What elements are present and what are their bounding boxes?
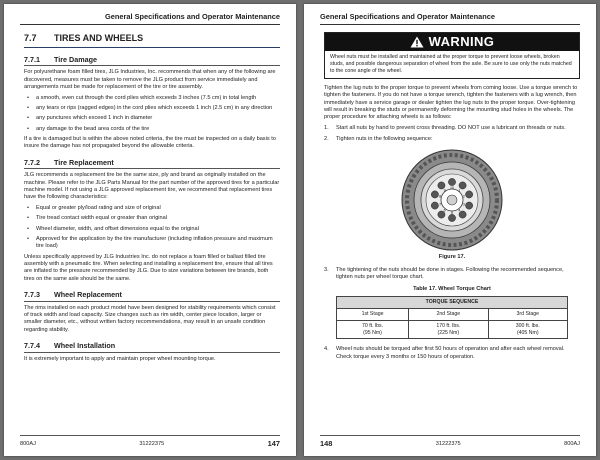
subsection-heading-tire-damage <box>24 55 280 67</box>
page-header: General Specifications and Operator Maintenance <box>20 12 280 25</box>
torque-nm: (95 Nm) <box>363 329 382 336</box>
warning-triangle-icon <box>410 36 424 48</box>
figure-caption: Figure 17. <box>438 253 466 260</box>
sequence-label: 5 <box>451 210 453 215</box>
right-content <box>324 30 580 365</box>
lug-nut <box>448 178 455 185</box>
table-header: TORQUE SEQUENCE <box>337 297 568 309</box>
page-number: 148 <box>320 439 333 448</box>
bullet-list <box>24 205 280 251</box>
subsection-number: 7.7.4 <box>24 341 40 351</box>
step-text: Start all nuts by hand to prevent cross threading. DO NOT use a lubricant on threads or nuts. <box>336 124 566 131</box>
steps-list <box>324 267 580 282</box>
page-footer <box>20 435 280 448</box>
step-text: Wheel nuts should be torqued after first 50 hours of operation and after each wheel removal. Check torque every 3 months or 150 hours of operation. <box>336 346 565 360</box>
lug-nut <box>448 214 455 221</box>
sequence-label: 2 <box>462 194 465 199</box>
steps-list <box>324 125 580 144</box>
paragraph: Tighten the lug nuts to the proper torque to prevent wheels from coming loose. Use a torque wrench to tighten the fasteners. If you do not have a torque wrench, tighten the fasteners with a lug wrench, then immediately have a service garage or dealer tighten the lug nuts to the proper torque. Over-tightening will result in breaking the studs or permanently deforming the mounting stud holes in the wheels. The proper procedure for attaching wheels is as follows: <box>324 84 578 121</box>
wheel-torque-table <box>336 296 568 339</box>
sequence-label: 1 <box>458 187 461 192</box>
paragraph: It is extremely important to apply and maintain proper wheel mounting torque. <box>24 355 216 362</box>
bullet-list <box>24 95 280 134</box>
list-item: • Wheel diameter, width, and offset dimensions equal to the original <box>24 226 280 233</box>
sequence-label: 4 <box>458 208 461 213</box>
lug-nut <box>466 190 473 197</box>
torque-nm: (225 Nm) <box>437 329 460 336</box>
lug-nut <box>431 190 438 197</box>
subsection-heading-wheel-replacement <box>24 290 280 302</box>
page-number: 147 <box>267 439 280 448</box>
step-text: The tightening of the nuts should be done in stages. Following the recommended sequence, tighten nuts per wheel torque chart. <box>336 266 564 281</box>
torque-ftlbs: 170 ft. lbs. <box>436 322 461 329</box>
subsection-number: 7.7.2 <box>24 157 40 167</box>
right-page <box>304 4 596 456</box>
paragraph: Unless specifically approved by JLG Industries Inc. do not replace a foam filled or ballast filled tire assembly with a pneumatic tire. When selecting and installing a replacement tire, ensure that all tires are inflated to the pressure recommended by JLG. Due to size variations between tire brands, both tires on the same axle should be the same. <box>24 253 273 282</box>
step-item <box>324 136 580 143</box>
left-page <box>4 4 296 456</box>
lug-nut <box>466 202 473 209</box>
paragraph: For polyurethane foam filled tires, JLG Industries, Inc. recommends that when any of the following are discovered, measures must be taken to remove the JLG product from service immediately and arrangements must be made for replacement of the tire or tire assembly. <box>24 69 276 91</box>
left-content <box>24 30 280 366</box>
sequence-label: 9 <box>443 187 446 192</box>
footer-model: 800AJ <box>20 440 36 447</box>
step-item <box>324 267 580 282</box>
section-title: TIRES AND WHEELS <box>54 33 144 43</box>
list-item: • any tears or rips (ragged edges) in the cord plies which exceeds 1 inch (2.5 cm) in any direction <box>24 105 280 112</box>
torque-cell <box>409 320 488 339</box>
tire-lug-nut-diagram <box>400 148 504 252</box>
section-number: 7.7 <box>24 33 37 43</box>
torque-ftlbs: 300 ft. lbs. <box>515 322 540 329</box>
step-number: 2. <box>324 136 329 143</box>
warning-box <box>324 32 580 79</box>
list-item: • any punctures which exceed 1 inch in diameter <box>24 115 280 122</box>
subsection-number: 7.7.1 <box>24 54 40 64</box>
page-footer <box>320 435 580 448</box>
list-item: • Equal or greater ply/load rating and size of original <box>24 205 280 212</box>
list-item: • a smooth, even cut through the cord plies which exceeds 3 inches (7.5 cm) in total length <box>24 95 280 102</box>
warning-label: WARNING <box>428 34 495 50</box>
paragraph: If a tire is damaged but is within the above noted criteria, the tire must be inspected on a daily basis to insure the damage has not propagated beyond the allowable criteria. <box>24 136 276 150</box>
sequence-label: 6 <box>443 208 446 213</box>
torque-cell <box>337 320 409 339</box>
table-title: Table 17. Wheel Torque Chart <box>413 285 491 292</box>
sequence-label: 8 <box>439 194 442 199</box>
subsection-number: 7.7.3 <box>24 290 40 300</box>
step-item <box>324 346 580 361</box>
step-number: 3. <box>324 266 329 273</box>
subsection-heading-wheel-installation <box>24 341 280 353</box>
stage-cell: 3rd Stage <box>488 308 567 320</box>
step-item <box>324 125 580 132</box>
subsection-title: Wheel Installation <box>54 341 116 351</box>
torque-ftlbs: 70 ft. lbs. <box>362 322 384 329</box>
footer-doc-number: 31222375 <box>435 440 461 447</box>
list-item: • Approved for the application by the tire manufacturer (including inflation pressure and maximum tire load) <box>24 236 280 251</box>
torque-nm: (405 Nm) <box>516 329 539 336</box>
step-text: Tighten nuts in the following sequence: <box>336 136 433 143</box>
list-item: • any damage to the bead area cords of the tire <box>24 126 280 133</box>
footer-doc-number: 31222375 <box>139 440 165 447</box>
step-number: 1. <box>324 124 329 131</box>
warning-text: Wheel nuts must be installed and maintained at the proper torque to prevent loose wheels, broken studs, and possible dangerous separation of wheel from the axle. Be sure to use only the nuts matched to the cone angle of the wheel. <box>330 54 572 74</box>
subsection-title: Tire Replacement <box>54 157 114 167</box>
sequence-label: 10 <box>450 185 454 190</box>
warning-header <box>325 33 579 51</box>
sequence-label: 3 <box>462 201 465 206</box>
step-number: 4. <box>324 346 329 353</box>
figure-tire-sequence <box>324 148 580 261</box>
stage-cell: 2nd Stage <box>409 308 488 320</box>
sequence-label: 7 <box>439 201 442 206</box>
paragraph: JLG recommends a replacement tire be the same size, ply and brand as originally installed on the machine. Please refer to the JLG Parts Manual for the part number of the approved tires for a particular machine model. If not using a JLG approved replacement tire, we recommend that replacement tires have the following characteristics: <box>24 172 280 201</box>
stage-cell: 1st Stage <box>337 308 409 320</box>
subsection-title: Wheel Replacement <box>54 290 122 300</box>
list-item: • Tire tread contact width equal or greater than original <box>24 215 280 222</box>
footer-model: 800AJ <box>564 440 580 447</box>
subsection-title: Tire Damage <box>54 54 98 64</box>
steps-list <box>324 346 580 361</box>
page-header: General Specifications and Operator Maintenance <box>320 12 580 25</box>
torque-cell <box>488 320 567 339</box>
lug-nut <box>431 202 438 209</box>
paragraph: The rims installed on each product model have been designed for stability requirements which consist of track width and load capacity. Size changes such as rim width, center piece location, larger or smaller diameter, etc., without written factory recommendations, may result in an unsafe condition regarding stability. <box>24 304 276 333</box>
subsection-heading-tire-replacement <box>24 158 280 170</box>
section-heading <box>24 33 280 48</box>
